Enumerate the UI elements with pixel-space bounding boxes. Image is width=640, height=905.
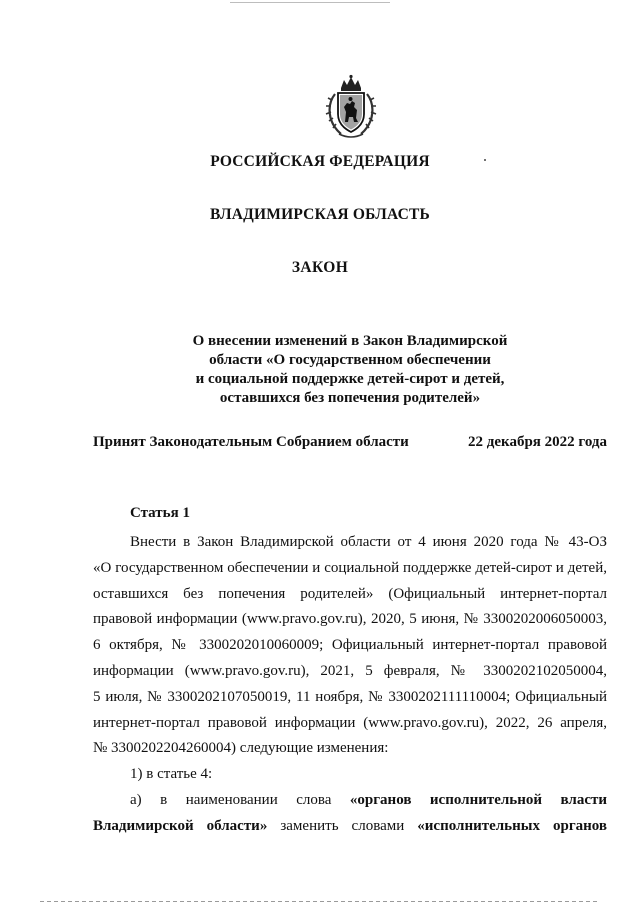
item-a-middle: заменить словами	[267, 817, 418, 834]
item-a-prefix: а) в наименовании слова	[130, 791, 350, 808]
body-line: интернет-портал правовой информации (www.pravo.gov.ru), 2022, 26 апреля,	[93, 714, 607, 731]
body-line: оставшихся без попечения родителей» (Официальный интернет-портал	[93, 585, 607, 602]
law-title-line: оставшихся без попечения родителей»	[219, 390, 481, 406]
item-a-line-2	[93, 814, 607, 840]
body-line: 6 октября, № 3300202010060009; Официальный интернет-портал правовой	[93, 637, 607, 654]
body-line: Внести в Закон Владимирской области от 4 июня 2020 года № 43-ОЗ	[130, 534, 607, 550]
item-a-bold-3: «исполнительных органов	[417, 817, 607, 834]
header-federation: РОССИЙСКАЯ ФЕДЕРАЦИЯ	[210, 153, 430, 170]
article-body	[93, 530, 607, 840]
body-line: 1) в статье 4:	[130, 766, 213, 783]
body-line: информации (www.pravo.gov.ru), 2021, 5 февраля, № 3300202102050004,	[93, 662, 607, 679]
item-a-bold-2: Владимирской области»	[93, 817, 268, 834]
law-title	[150, 332, 550, 408]
body-line: № 3300202204260004) следующие изменения:	[93, 740, 389, 757]
scan-artifact-bottom	[40, 901, 600, 902]
law-title-line: области «О государственном обеспечении	[209, 352, 491, 368]
law-title-line: и социальной поддержке детей-сирот и детей,	[195, 371, 505, 387]
body-line: правовой информации (www.pravo.gov.ru), 2020, 5 июня, № 3300202006050003,	[93, 611, 607, 628]
law-title-line: О внесении изменений в Закон Владимирской	[192, 333, 508, 349]
scan-artifact-top	[230, 2, 390, 3]
body-line: 5 июля, № 3300202107050019, 11 ноября, № 3300202111110004; Официальный	[93, 688, 607, 705]
article-heading: Статья 1	[130, 505, 190, 521]
item-a-bold-1: «органов исполнительной власти	[349, 791, 607, 808]
header-law: ЗАКОН	[291, 259, 349, 276]
adoption-label: Принят Законодательным Собранием области	[93, 434, 409, 450]
adoption-date: 22 декабря 2022 года	[468, 434, 607, 450]
header-region: ВЛАДИМИРСКАЯ ОБЛАСТЬ	[210, 206, 430, 223]
vladimir-region-coat-of-arms-icon	[323, 74, 379, 140]
item-a-line-1	[93, 788, 607, 814]
body-line: «О государственном обеспечении и социальной поддержке детей-сирот и детей,	[93, 559, 607, 576]
